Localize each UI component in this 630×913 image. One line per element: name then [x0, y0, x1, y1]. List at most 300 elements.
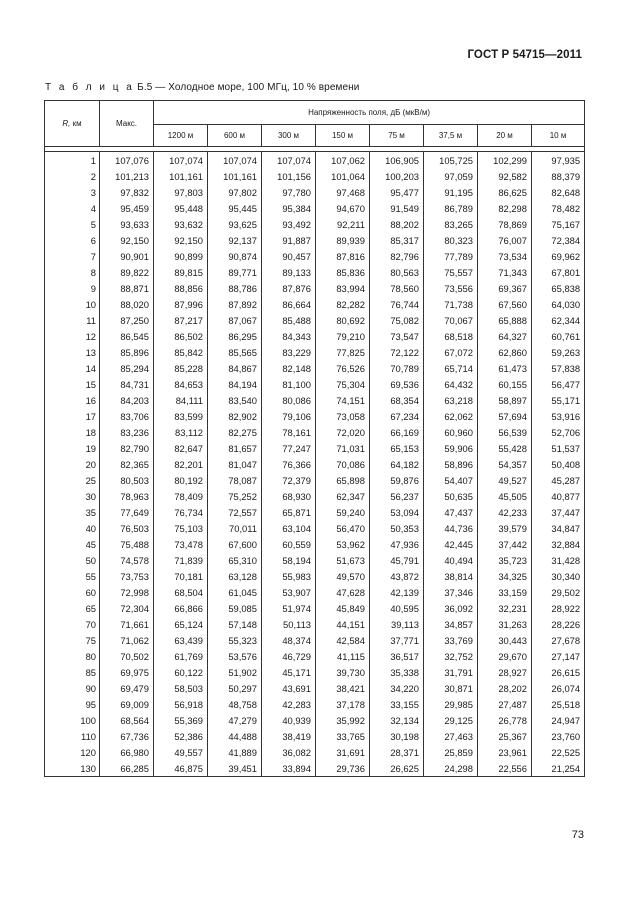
value-cell: 78,409	[154, 488, 208, 504]
value-cell: 22,525	[532, 744, 585, 760]
value-cell: 73,478	[154, 536, 208, 552]
value-cell: 57,838	[532, 360, 585, 376]
value-cell: 25,518	[532, 696, 585, 712]
table-row	[45, 440, 585, 456]
distance-cell: 50	[45, 552, 100, 568]
value-cell: 47,279	[208, 712, 262, 728]
column-header-height: 300 м	[262, 125, 316, 147]
value-cell: 46,875	[154, 760, 208, 777]
value-cell: 90,899	[154, 248, 208, 264]
distance-cell: 55	[45, 568, 100, 584]
value-cell: 67,072	[424, 344, 478, 360]
value-cell: 77,789	[424, 248, 478, 264]
value-cell: 71,839	[154, 552, 208, 568]
value-cell: 66,169	[370, 424, 424, 440]
value-cell: 33,769	[424, 632, 478, 648]
value-cell: 82,902	[208, 408, 262, 424]
value-cell: 28,927	[478, 664, 532, 680]
value-cell: 34,847	[532, 520, 585, 536]
value-cell: 95,477	[370, 184, 424, 200]
value-cell: 101,161	[154, 168, 208, 184]
value-cell: 54,357	[478, 456, 532, 472]
value-cell: 50,408	[532, 456, 585, 472]
value-cell: 55,428	[478, 440, 532, 456]
value-cell: 55,323	[208, 632, 262, 648]
distance-cell: 100	[45, 712, 100, 728]
value-cell: 107,074	[208, 152, 262, 169]
table-row	[45, 408, 585, 424]
distance-cell: 15	[45, 376, 100, 392]
table-row	[45, 696, 585, 712]
value-cell: 69,975	[100, 664, 154, 680]
value-cell: 49,570	[316, 568, 370, 584]
value-cell: 82,298	[478, 200, 532, 216]
value-cell: 74,151	[316, 392, 370, 408]
value-cell: 68,504	[154, 584, 208, 600]
value-cell: 92,582	[478, 168, 532, 184]
value-cell: 68,518	[424, 328, 478, 344]
value-cell: 62,344	[532, 312, 585, 328]
value-cell: 72,384	[532, 232, 585, 248]
value-cell: 41,115	[316, 648, 370, 664]
value-cell: 71,343	[478, 264, 532, 280]
value-cell: 75,103	[154, 520, 208, 536]
value-cell: 89,133	[262, 264, 316, 280]
value-cell: 61,473	[478, 360, 532, 376]
value-cell: 77,825	[316, 344, 370, 360]
value-cell: 80,563	[370, 264, 424, 280]
value-cell: 78,963	[100, 488, 154, 504]
table-row	[45, 344, 585, 360]
value-cell: 87,876	[262, 280, 316, 296]
value-cell: 30,871	[424, 680, 478, 696]
value-cell: 60,559	[262, 536, 316, 552]
value-cell: 43,872	[370, 568, 424, 584]
value-cell: 57,148	[208, 616, 262, 632]
value-cell: 92,211	[316, 216, 370, 232]
value-cell: 33,159	[478, 584, 532, 600]
value-cell: 92,150	[100, 232, 154, 248]
value-cell: 25,859	[424, 744, 478, 760]
table-row	[45, 552, 585, 568]
value-cell: 49,527	[478, 472, 532, 488]
value-cell: 80,692	[316, 312, 370, 328]
value-cell: 64,432	[424, 376, 478, 392]
value-cell: 68,564	[100, 712, 154, 728]
value-cell: 26,778	[478, 712, 532, 728]
value-cell: 22,556	[478, 760, 532, 777]
value-cell: 56,477	[532, 376, 585, 392]
value-cell: 56,918	[154, 696, 208, 712]
value-cell: 58,896	[424, 456, 478, 472]
value-cell: 93,492	[262, 216, 316, 232]
value-cell: 101,156	[262, 168, 316, 184]
value-cell: 107,074	[262, 152, 316, 169]
value-cell: 45,171	[262, 664, 316, 680]
value-cell: 75,167	[532, 216, 585, 232]
value-cell: 62,860	[478, 344, 532, 360]
table-row	[45, 712, 585, 728]
value-cell: 60,122	[154, 664, 208, 680]
value-cell: 93,633	[100, 216, 154, 232]
value-cell: 65,714	[424, 360, 478, 376]
value-cell: 84,731	[100, 376, 154, 392]
distance-cell: 13	[45, 344, 100, 360]
value-cell: 86,545	[100, 328, 154, 344]
table-row	[45, 328, 585, 344]
value-cell: 29,670	[478, 648, 532, 664]
value-cell: 39,451	[208, 760, 262, 777]
distance-cell: 19	[45, 440, 100, 456]
value-cell: 95,445	[208, 200, 262, 216]
value-cell: 72,379	[262, 472, 316, 488]
value-cell: 88,020	[100, 296, 154, 312]
value-cell: 39,730	[316, 664, 370, 680]
value-cell: 21,254	[532, 760, 585, 777]
table-row	[45, 392, 585, 408]
value-cell: 80,323	[424, 232, 478, 248]
value-cell: 58,194	[262, 552, 316, 568]
value-cell: 91,195	[424, 184, 478, 200]
value-cell: 63,218	[424, 392, 478, 408]
value-cell: 101,213	[100, 168, 154, 184]
table-row	[45, 616, 585, 632]
value-cell: 29,125	[424, 712, 478, 728]
value-cell: 75,304	[316, 376, 370, 392]
value-cell: 93,632	[154, 216, 208, 232]
value-cell: 88,786	[208, 280, 262, 296]
value-cell: 63,104	[262, 520, 316, 536]
value-cell: 87,816	[316, 248, 370, 264]
table-row	[45, 472, 585, 488]
value-cell: 65,124	[154, 616, 208, 632]
value-cell: 55,983	[262, 568, 316, 584]
table-row	[45, 248, 585, 264]
value-cell: 44,151	[316, 616, 370, 632]
table-row	[45, 680, 585, 696]
value-cell: 73,058	[316, 408, 370, 424]
value-cell: 55,369	[154, 712, 208, 728]
value-cell: 85,896	[100, 344, 154, 360]
table-row	[45, 536, 585, 552]
value-cell: 35,338	[370, 664, 424, 680]
caption-prefix: Т а б л и ц а	[45, 82, 135, 93]
distance-cell: 14	[45, 360, 100, 376]
value-cell: 88,202	[370, 216, 424, 232]
value-cell: 60,761	[532, 328, 585, 344]
value-cell: 40,595	[370, 600, 424, 616]
distance-symbol: R,	[62, 119, 71, 128]
value-cell: 68,930	[262, 488, 316, 504]
value-cell: 34,220	[370, 680, 424, 696]
value-cell: 30,198	[370, 728, 424, 744]
value-cell: 30,443	[478, 632, 532, 648]
value-cell: 77,649	[100, 504, 154, 520]
value-cell: 42,283	[262, 696, 316, 712]
table-row	[45, 760, 585, 777]
value-cell: 84,194	[208, 376, 262, 392]
value-cell: 105,725	[424, 152, 478, 169]
value-cell: 89,815	[154, 264, 208, 280]
value-cell: 90,457	[262, 248, 316, 264]
value-cell: 100,203	[370, 168, 424, 184]
value-cell: 71,661	[100, 616, 154, 632]
value-cell: 59,876	[370, 472, 424, 488]
value-cell: 61,045	[208, 584, 262, 600]
value-cell: 24,298	[424, 760, 478, 777]
table-row	[45, 184, 585, 200]
value-cell: 52,706	[532, 424, 585, 440]
value-cell: 87,067	[208, 312, 262, 328]
value-cell: 45,505	[478, 488, 532, 504]
value-cell: 31,428	[532, 552, 585, 568]
value-cell: 65,310	[208, 552, 262, 568]
value-cell: 81,657	[208, 440, 262, 456]
table-row	[45, 264, 585, 280]
value-cell: 33,155	[370, 696, 424, 712]
table-row	[45, 744, 585, 760]
value-cell: 38,814	[424, 568, 478, 584]
value-cell: 70,502	[100, 648, 154, 664]
value-cell: 67,600	[208, 536, 262, 552]
value-cell: 23,961	[478, 744, 532, 760]
value-cell: 64,182	[370, 456, 424, 472]
value-cell: 39,579	[478, 520, 532, 536]
distance-cell: 16	[45, 392, 100, 408]
value-cell: 42,445	[424, 536, 478, 552]
value-cell: 80,192	[154, 472, 208, 488]
value-cell: 37,346	[424, 584, 478, 600]
value-cell: 67,736	[100, 728, 154, 744]
value-cell: 51,974	[262, 600, 316, 616]
distance-cell: 85	[45, 664, 100, 680]
value-cell: 51,673	[316, 552, 370, 568]
value-cell: 95,448	[154, 200, 208, 216]
value-cell: 59,240	[316, 504, 370, 520]
value-cell: 60,155	[478, 376, 532, 392]
value-cell: 34,857	[424, 616, 478, 632]
caption-title: Б.5 — Холодное море, 100 МГц, 10 % времени	[134, 82, 360, 93]
distance-cell: 3	[45, 184, 100, 200]
value-cell: 84,343	[262, 328, 316, 344]
value-cell: 107,062	[316, 152, 370, 169]
value-cell: 81,047	[208, 456, 262, 472]
value-cell: 31,263	[478, 616, 532, 632]
value-cell: 75,082	[370, 312, 424, 328]
value-cell: 33,894	[262, 760, 316, 777]
value-cell: 83,112	[154, 424, 208, 440]
value-cell: 70,086	[316, 456, 370, 472]
table-row	[45, 520, 585, 536]
value-cell: 86,664	[262, 296, 316, 312]
table-caption	[45, 82, 359, 93]
value-cell: 65,838	[532, 280, 585, 296]
value-cell: 85,488	[262, 312, 316, 328]
column-header-distance	[45, 101, 100, 147]
value-cell: 86,789	[424, 200, 478, 216]
value-cell: 26,615	[532, 664, 585, 680]
value-cell: 93,625	[208, 216, 262, 232]
value-cell: 69,479	[100, 680, 154, 696]
value-cell: 63,128	[208, 568, 262, 584]
value-cell: 28,226	[532, 616, 585, 632]
value-cell: 92,137	[208, 232, 262, 248]
distance-cell: 7	[45, 248, 100, 264]
value-cell: 23,760	[532, 728, 585, 744]
distance-cell: 30	[45, 488, 100, 504]
value-cell: 87,217	[154, 312, 208, 328]
value-cell: 60,960	[424, 424, 478, 440]
value-cell: 88,871	[100, 280, 154, 296]
table-row	[45, 504, 585, 520]
distance-cell: 95	[45, 696, 100, 712]
value-cell: 89,822	[100, 264, 154, 280]
table-row	[45, 488, 585, 504]
distance-cell: 110	[45, 728, 100, 744]
table-row	[45, 200, 585, 216]
value-cell: 83,540	[208, 392, 262, 408]
column-header-height: 150 м	[316, 125, 370, 147]
table-row	[45, 424, 585, 440]
value-cell: 85,317	[370, 232, 424, 248]
value-cell: 97,935	[532, 152, 585, 169]
value-cell: 50,297	[208, 680, 262, 696]
value-cell: 67,801	[532, 264, 585, 280]
column-header-height: 37,5 м	[424, 125, 478, 147]
value-cell: 65,153	[370, 440, 424, 456]
value-cell: 42,584	[316, 632, 370, 648]
value-cell: 47,628	[316, 584, 370, 600]
value-cell: 37,178	[316, 696, 370, 712]
value-cell: 41,889	[208, 744, 262, 760]
table-row	[45, 728, 585, 744]
value-cell: 29,736	[316, 760, 370, 777]
value-cell: 27,678	[532, 632, 585, 648]
distance-cell: 4	[45, 200, 100, 216]
table-row	[45, 216, 585, 232]
value-cell: 101,161	[208, 168, 262, 184]
value-cell: 31,691	[316, 744, 370, 760]
value-cell: 87,892	[208, 296, 262, 312]
value-cell: 59,263	[532, 344, 585, 360]
value-cell: 79,106	[262, 408, 316, 424]
distance-cell: 45	[45, 536, 100, 552]
value-cell: 30,340	[532, 568, 585, 584]
value-cell: 83,229	[262, 344, 316, 360]
value-cell: 97,803	[154, 184, 208, 200]
distance-cell: 20	[45, 456, 100, 472]
value-cell: 74,578	[100, 552, 154, 568]
value-cell: 29,502	[532, 584, 585, 600]
value-cell: 63,439	[154, 632, 208, 648]
distance-cell: 8	[45, 264, 100, 280]
distance-cell: 9	[45, 280, 100, 296]
table-row	[45, 648, 585, 664]
distance-cell: 10	[45, 296, 100, 312]
distance-cell: 70	[45, 616, 100, 632]
value-cell: 70,067	[424, 312, 478, 328]
distance-cell: 40	[45, 520, 100, 536]
value-cell: 78,161	[262, 424, 316, 440]
value-cell: 73,547	[370, 328, 424, 344]
value-cell: 97,802	[208, 184, 262, 200]
value-cell: 84,111	[154, 392, 208, 408]
value-cell: 64,030	[532, 296, 585, 312]
value-cell: 33,765	[316, 728, 370, 744]
table-row	[45, 664, 585, 680]
value-cell: 97,832	[100, 184, 154, 200]
distance-cell: 75	[45, 632, 100, 648]
value-cell: 71,031	[316, 440, 370, 456]
value-cell: 66,866	[154, 600, 208, 616]
distance-cell: 80	[45, 648, 100, 664]
value-cell: 69,367	[478, 280, 532, 296]
value-cell: 65,898	[316, 472, 370, 488]
value-cell: 40,939	[262, 712, 316, 728]
value-cell: 91,549	[370, 200, 424, 216]
value-cell: 89,771	[208, 264, 262, 280]
distance-cell: 65	[45, 600, 100, 616]
value-cell: 37,447	[532, 504, 585, 520]
value-cell: 90,901	[100, 248, 154, 264]
value-cell: 47,936	[370, 536, 424, 552]
value-cell: 82,365	[100, 456, 154, 472]
value-cell: 35,992	[316, 712, 370, 728]
value-cell: 82,648	[532, 184, 585, 200]
value-cell: 42,233	[478, 504, 532, 520]
table-row	[45, 360, 585, 376]
distance-cell: 17	[45, 408, 100, 424]
distance-cell: 130	[45, 760, 100, 777]
value-cell: 25,367	[478, 728, 532, 744]
value-cell: 58,503	[154, 680, 208, 696]
value-cell: 48,374	[262, 632, 316, 648]
value-cell: 36,092	[424, 600, 478, 616]
column-header-max: Макс.	[100, 101, 154, 147]
value-cell: 81,100	[262, 376, 316, 392]
value-cell: 76,007	[478, 232, 532, 248]
table-row	[45, 152, 585, 169]
value-cell: 85,228	[154, 360, 208, 376]
value-cell: 87,250	[100, 312, 154, 328]
value-cell: 29,985	[424, 696, 478, 712]
value-cell: 47,437	[424, 504, 478, 520]
value-cell: 70,789	[370, 360, 424, 376]
value-cell: 43,691	[262, 680, 316, 696]
value-cell: 83,706	[100, 408, 154, 424]
value-cell: 92,150	[154, 232, 208, 248]
value-cell: 54,407	[424, 472, 478, 488]
value-cell: 66,285	[100, 760, 154, 777]
table-row	[45, 312, 585, 328]
value-cell: 27,463	[424, 728, 478, 744]
value-cell: 32,884	[532, 536, 585, 552]
value-cell: 42,139	[370, 584, 424, 600]
value-cell: 45,791	[370, 552, 424, 568]
value-cell: 27,147	[532, 648, 585, 664]
value-cell: 73,753	[100, 568, 154, 584]
distance-cell: 90	[45, 680, 100, 696]
value-cell: 76,526	[316, 360, 370, 376]
value-cell: 40,877	[532, 488, 585, 504]
column-header-height: 1200 м	[154, 125, 208, 147]
value-cell: 71,062	[100, 632, 154, 648]
value-cell: 34,325	[478, 568, 532, 584]
value-cell: 62,347	[316, 488, 370, 504]
value-cell: 83,236	[100, 424, 154, 440]
value-cell: 65,871	[262, 504, 316, 520]
value-cell: 64,327	[478, 328, 532, 344]
